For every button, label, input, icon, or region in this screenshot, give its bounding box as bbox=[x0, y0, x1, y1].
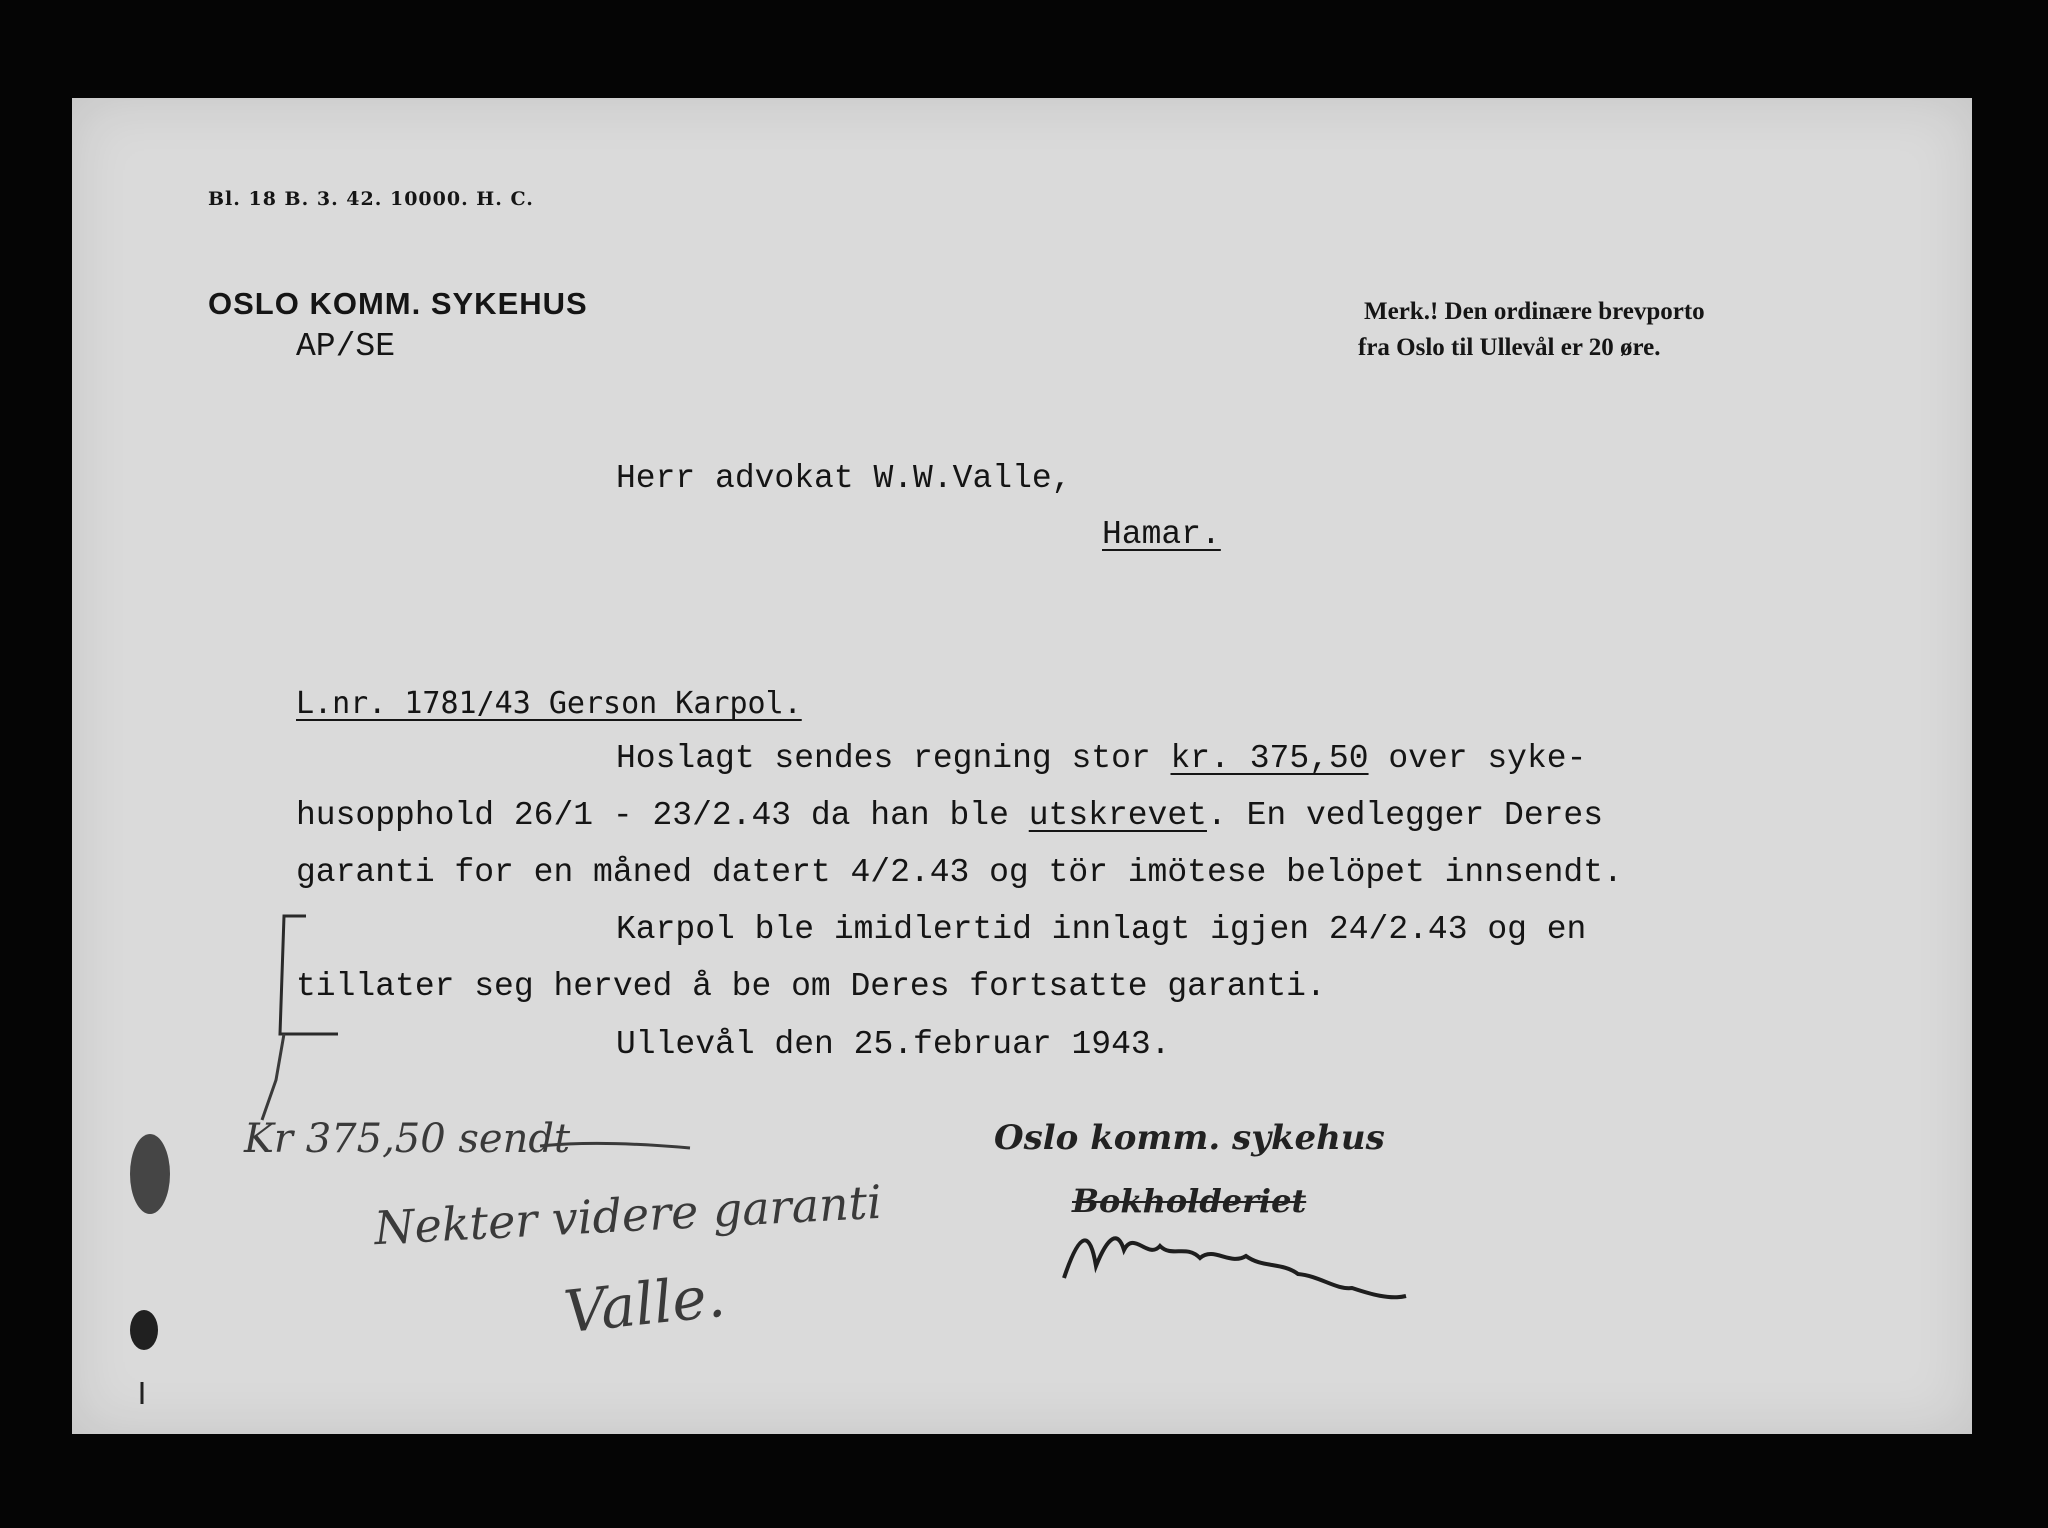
invoice-amount: kr. 375,50 bbox=[1170, 740, 1369, 777]
body-line-1-post: over syke- bbox=[1368, 740, 1587, 777]
body-line-1-pre: Hoslagt sendes regning stor bbox=[616, 740, 1171, 777]
recipient-city: Hamar. bbox=[1102, 516, 1221, 553]
stamp-line1: Oslo komm. sykehus bbox=[994, 1118, 1385, 1158]
body-line-1 bbox=[616, 740, 1586, 777]
form-code: Bl. 18 B. 3. 42. 10000. H. C. bbox=[208, 188, 534, 210]
body-line-2-pre: husopphold 26/1 - 23/2.43 da han ble bbox=[296, 797, 1029, 834]
subject-line: L.nr. 1781/43 Gerson Karpol. bbox=[296, 686, 802, 721]
body-line-5: tillater seg herved å be om Deres fortsatte garanti. bbox=[296, 968, 1326, 1005]
sender-institution: OSLO KOMM. SYKEHUS bbox=[208, 286, 588, 321]
body-line-2-post: . En vedlegger Deres bbox=[1206, 797, 1604, 834]
handwritten-note-line3: Valle. bbox=[560, 1261, 729, 1347]
body-line-4: Karpol ble imidlertid innlagt igjen 24/2.43 og en bbox=[616, 911, 1587, 948]
date-line: Ullevål den 25.februar 1943. bbox=[616, 1026, 1171, 1063]
postage-notice-line2: fra Oslo til Ullevål er 20 øre. bbox=[1358, 334, 1661, 361]
sender-reference: AP/SE bbox=[296, 328, 396, 365]
handwritten-note-line2: Nekter videre garanti bbox=[372, 1174, 884, 1256]
stamp-line2: Bokholderiet bbox=[1072, 1182, 1307, 1220]
discharged-word: utskrevet bbox=[1028, 797, 1207, 834]
handwritten-note-line1: Kr 375,50 sendt bbox=[244, 1116, 571, 1162]
body-line-3: garanti for en måned datert 4/2.43 og tör imötese belöpet innsendt. bbox=[296, 854, 1623, 891]
postage-notice-line1: Merk.! Den ordinære brevporto bbox=[1364, 298, 1705, 325]
recipient-name: Herr advokat W.W.Valle, bbox=[616, 460, 1072, 497]
body-line-2 bbox=[296, 797, 1603, 834]
